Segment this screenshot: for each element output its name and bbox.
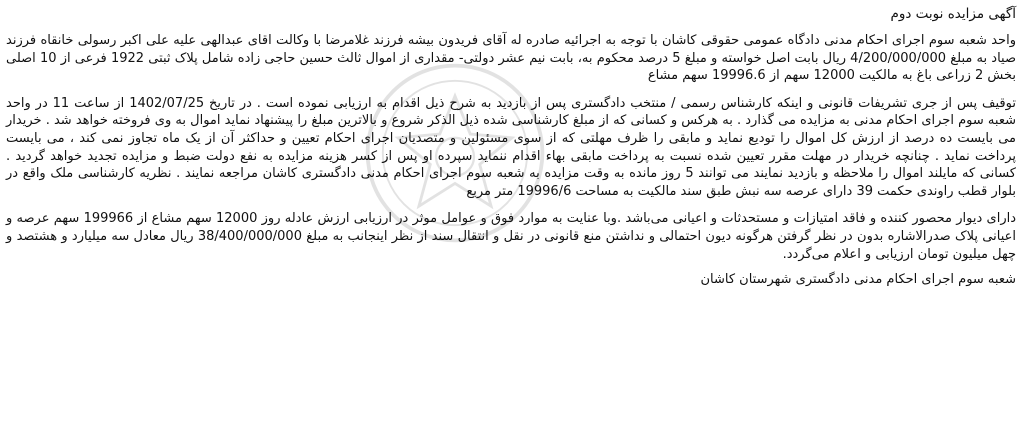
notice-paragraph-3: دارای دیوار محصور کننده و فاقد امتیازات و مستحدثات و اعیانی می‌باشد .وبا عنایت به موارد فوق و عوامل موثر در ارزیابی ارزش عادله روز 12000 سهم مشاع از 199966 سهم عرصه و اعیانی پلاک صدرالاشاره بدون در نظر گرفتن هرگونه دیون احتمالی و نداشتن منع قانونی در نقل و انتقال سند از نظر اینجانب به مبلغ 38/400/000/000 ریال معادل سه میلیارد و هشتصد و چهل میلیون تومان ارزیابی و اعلام می‌گردد. bbox=[6, 211, 1016, 262]
notice-paragraph-1: واحد شعبه سوم اجرای احکام مدنی دادگاه عمومی حقوقی کاشان با توجه به اجرائیه صادره له آقای فریدون بیشه فرزند غلامرضا با وکالت اقای عبدالهی علیه علی اکبر رسولی خانقاه فرزند صیاد به مبلغ 4/200/000/000 ریال بابت اصل خواسته و مبلغ 5 درصد محکوم به، بابت نیم عشر دولتی- مقداری از اموال ثالث حسین حاجی زاده شامل پلاک ثبتی 1922 فرعی از 10 اصلی بخش 2 زراعی باغ به مالکیت 12000 سهم از 19996.6 سهم مشاع bbox=[6, 33, 1016, 84]
issuer-signature: شعبه سوم اجرای احکام مدنی دادگستری شهرستان کاشان bbox=[700, 272, 1016, 288]
notice-paragraph-2: توقیف پس از جری تشریفات قانونی و اینکه کارشناس رسمی / منتخب دادگستری پس از بازدید به شرح ذیل اقدام به ارزیابی نموده است . در تاریخ 1402/07/25 از ساعت 11 در واحد شعبه سوم اجرای احکام مدنی به مزایده می گذارد . به هرکس و کسانی که از مبلغ کارشناسی شده ذیل الذکر شروع و بالاترین مبلغ را پیشنهاد نماید اموال به وی فروخته خواهد شد . خریدار می بایست ده درصد از ارزش کل اموال را تودیع نماید و مابقی را ظرف مهلتی که از سوی مسئولین و متصدیان اجرای احکام تعیین و حداکثر آن از یک ماه تجاوز نمی کند ، می بایست پرداخت نماید . چنانچه خریدار در مهلت مقرر تعیین شده نسبت به پرداخت مابقی بهاء اقدام ننماید سپرده او پس از کسر هزینه مزایده به نفع دولت ضبط و مزایده تجدید خواهد گردید . کسانی که مایلند اموال را ملاحظه و بازدید نمایند می توانند 5 روز مانده به وقت مزایده به شعبه سوم اجرای احکام مدنی دادگستری کاشان مراجعه نمایند . نظریه کارشناسی ملک واقع در بلوار قطب راوندی حکمت 39 دارای عرصه سه نبش طبق سند مالکیت به مساحت 19996/6 متر مربع bbox=[6, 95, 1016, 199]
notice-title: آگهی مزایده نوبت دوم bbox=[890, 6, 1016, 22]
auction-notice bbox=[6, 4, 1016, 432]
